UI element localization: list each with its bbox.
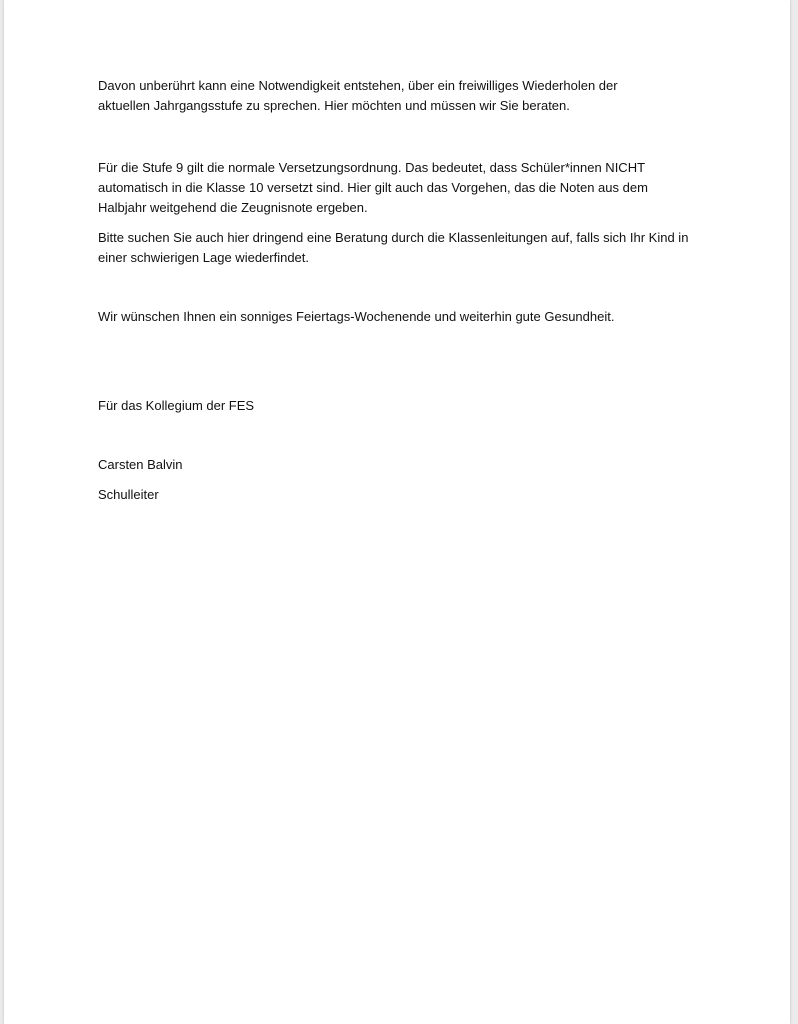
paragraph-wishes: Wir wünschen Ihnen ein sonniges Feiertags-Wochenende und weiterhin gute Gesundheit. — [98, 309, 615, 324]
paragraph-repetition-advice: Davon unberührt kann eine Notwendigkeit entstehen, über ein freiwilliges Wiederholen der aktuellen Jahrgangsstufe zu sprechen. Hier möchten und müssen wir Sie beraten. — [98, 78, 618, 113]
paragraph-counseling-request: Bitte suchen Sie auch hier dringend eine Beratung durch die Klassenleitungen auf, falls sich Ihr Kind in einer schwierigen Lage wiederfindet. — [98, 230, 689, 265]
document-body — [98, 76, 718, 505]
signature-title: Schulleiter — [98, 487, 159, 502]
paragraph-grade-9-rules: Für die Stufe 9 gilt die normale Versetzungsordnung. Das bedeutet, dass Schüler*innen NICHT automatisch in die Klasse 10 versetzt sind. Hier gilt auch das Vorgehen, das die Noten aus dem Halbjahr weitgehend die Zeugnisnote ergeben. — [98, 160, 648, 215]
document-page — [4, 0, 790, 1024]
signature-name: Carsten Balvin — [98, 457, 183, 472]
closing-line: Für das Kollegium der FES — [98, 398, 255, 413]
